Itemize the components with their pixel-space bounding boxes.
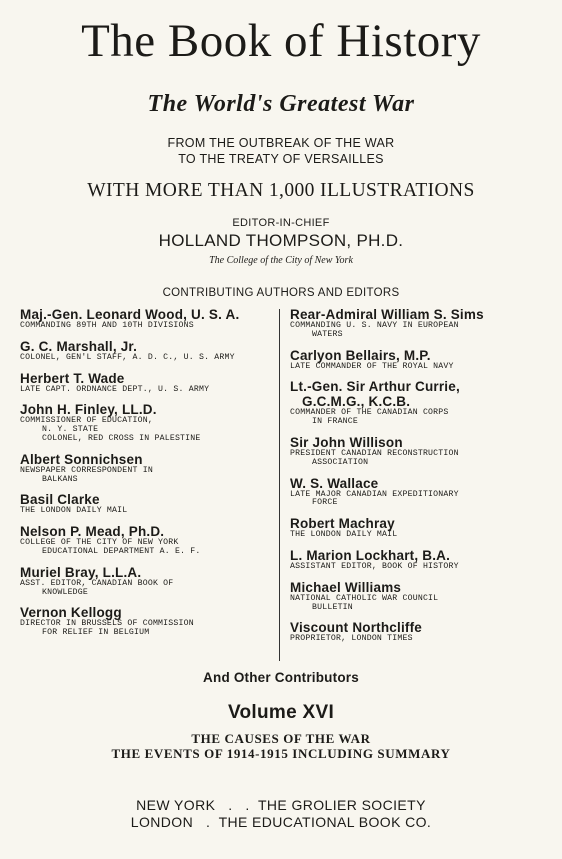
- contributor-entry: [20, 339, 280, 363]
- contributor-entry: [20, 371, 280, 395]
- contributor-entry: [20, 307, 280, 331]
- contributor-role: COMMISSIONER OF EDUCATION,: [20, 416, 153, 426]
- contributor-entry: [20, 524, 280, 557]
- contributor-name: Rear-Admiral William S. Sims: [290, 307, 484, 322]
- contributor-role: ASSOCIATION: [312, 457, 369, 467]
- contributor-role: ASSISTANT EDITOR, BOOK OF HISTORY: [290, 561, 459, 571]
- editor-name: HOLLAND THOMPSON, PH.D.: [158, 231, 404, 250]
- contributor-role: KNOWLEDGE: [42, 587, 89, 597]
- other-contributors: And Other Contributors: [203, 670, 359, 685]
- contributor-name-cont: G.C.M.G., K.C.B.: [302, 394, 411, 410]
- contributor-name: Herbert T. Wade: [20, 370, 125, 386]
- scope-line-2: TO THE TREATY OF VERSAILLES: [178, 152, 384, 166]
- contributors-right-column: [290, 307, 550, 652]
- contributor-role: PROPRIETOR, LONDON TIMES: [290, 634, 413, 644]
- contributor-role: EDUCATIONAL DEPARTMENT A. E. F.: [42, 546, 201, 556]
- contributor-role: COLONEL, RED CROSS IN PALESTINE: [42, 433, 201, 443]
- contributor-entry: [290, 307, 550, 340]
- contributor-name: Basil Clarke: [20, 492, 100, 508]
- contributor-entry: [20, 492, 280, 516]
- book-subtitle: The World's Greatest War: [147, 91, 415, 117]
- contributor-entry: [290, 435, 550, 468]
- volume-line-2: THE EVENTS OF 1914-1915 INCLUDING SUMMARY: [111, 746, 451, 761]
- contributor-role: THE LONDON DAILY MAIL: [20, 506, 128, 516]
- contributor-name: Maj.-Gen. Leonard Wood, U. S. A.: [20, 307, 240, 322]
- contributor-role: LATE MAJOR CANADIAN EXPEDITIONARY: [290, 489, 459, 499]
- contributor-role: COLLEGE OF THE CITY OF NEW YORK: [20, 538, 179, 548]
- contributor-entry: [290, 548, 550, 572]
- column-divider: [279, 309, 280, 661]
- contributors-left-column: [20, 307, 280, 646]
- contributor-entry: [290, 620, 550, 644]
- contributor-name: W. S. Wallace: [290, 475, 379, 491]
- contributor-name: Carlyon Bellairs, M.P.: [290, 347, 431, 363]
- contributor-name: Albert Sonnichsen: [20, 451, 143, 467]
- contributor-role: NEWSPAPER CORRESPONDENT IN: [20, 465, 153, 475]
- contributor-name: Sir John Willison: [290, 434, 403, 450]
- editor-label: EDITOR-IN-CHIEF: [232, 217, 330, 229]
- contributor-entry: [290, 379, 550, 427]
- publisher-line-2: LONDON . THE EDUCATIONAL BOOK CO.: [130, 814, 432, 830]
- scope-line-1: FROM THE OUTBREAK OF THE WAR: [167, 136, 395, 150]
- contributor-role: COLONEL, GEN'L STAFF, A. D. C., U. S. ARMY: [20, 352, 235, 362]
- contributor-entry: [20, 565, 280, 598]
- contributors-heading: CONTRIBUTING AUTHORS AND EDITORS: [162, 287, 400, 299]
- contributor-entry: [290, 516, 550, 540]
- contributor-entry: [290, 348, 550, 372]
- contributor-entry: [20, 402, 280, 443]
- contributor-name: G. C. Marshall, Jr.: [20, 338, 138, 354]
- contributor-role: THE LONDON DAILY MAIL: [290, 530, 398, 540]
- editor-affiliation: The College of the City of New York: [209, 255, 353, 266]
- contributor-name: Lt.-Gen. Sir Arthur Currie,: [290, 379, 460, 395]
- contributor-entry: [20, 605, 280, 638]
- contributor-name: Michael Williams: [290, 579, 402, 595]
- contributor-role: COMMANDING U. S. NAVY IN EUROPEAN: [290, 321, 459, 330]
- contributor-entry: [20, 452, 280, 485]
- contributor-role: COMMANDER OF THE CANADIAN CORPS: [290, 408, 449, 418]
- contributor-role: NATIONAL CATHOLIC WAR COUNCIL: [290, 593, 439, 603]
- contributor-role: LATE CAPT. ORDNANCE DEPT., U. S. ARMY: [20, 384, 210, 394]
- contributor-role: PRESIDENT CANADIAN RECONSTRUCTION: [290, 448, 459, 458]
- contributor-role: LATE COMMANDER OF THE ROYAL NAVY: [290, 361, 454, 371]
- contributor-name: Vernon Kellogg: [20, 605, 122, 621]
- contributor-name: Viscount Northcliffe: [290, 620, 423, 636]
- contributor-name: Robert Machray: [290, 516, 395, 532]
- contributor-role: FORCE: [312, 498, 338, 508]
- contributor-name: Muriel Bray, L.L.A.: [20, 564, 142, 580]
- contributor-role: DIRECTOR IN BRUSSELS OF COMMISSION: [20, 619, 194, 629]
- contributor-role: BALKANS: [42, 474, 78, 484]
- contributor-role: BULLETIN: [312, 602, 353, 612]
- contributor-entry: [290, 580, 550, 613]
- contributor-role: ASST. EDITOR, CANADIAN BOOK OF: [20, 578, 174, 588]
- volume-line-1: THE CAUSES OF THE WAR: [191, 731, 371, 746]
- contributor-role: COMMANDING 89TH AND 10TH DIVISIONS: [20, 321, 194, 330]
- publisher-line-1: NEW YORK . . THE GROLIER SOCIETY: [136, 797, 426, 813]
- contributor-role: IN FRANCE: [312, 417, 359, 427]
- contributor-name: Nelson P. Mead, Ph.D.: [20, 524, 165, 540]
- contributor-role: N. Y. STATE: [42, 425, 99, 435]
- contributor-role: FOR RELIEF IN BELGIUM: [42, 628, 150, 638]
- contributor-role: WATERS: [312, 329, 343, 339]
- book-title: The Book of History: [81, 15, 481, 67]
- illustrations-line: WITH MORE THAN 1,000 ILLUSTRATIONS: [87, 180, 475, 201]
- contributor-name: John H. Finley, LL.D.: [20, 402, 157, 418]
- contributor-name: L. Marion Lockhart, B.A.: [290, 547, 451, 563]
- contributor-entry: [290, 476, 550, 509]
- volume-label: Volume XVI: [227, 702, 335, 723]
